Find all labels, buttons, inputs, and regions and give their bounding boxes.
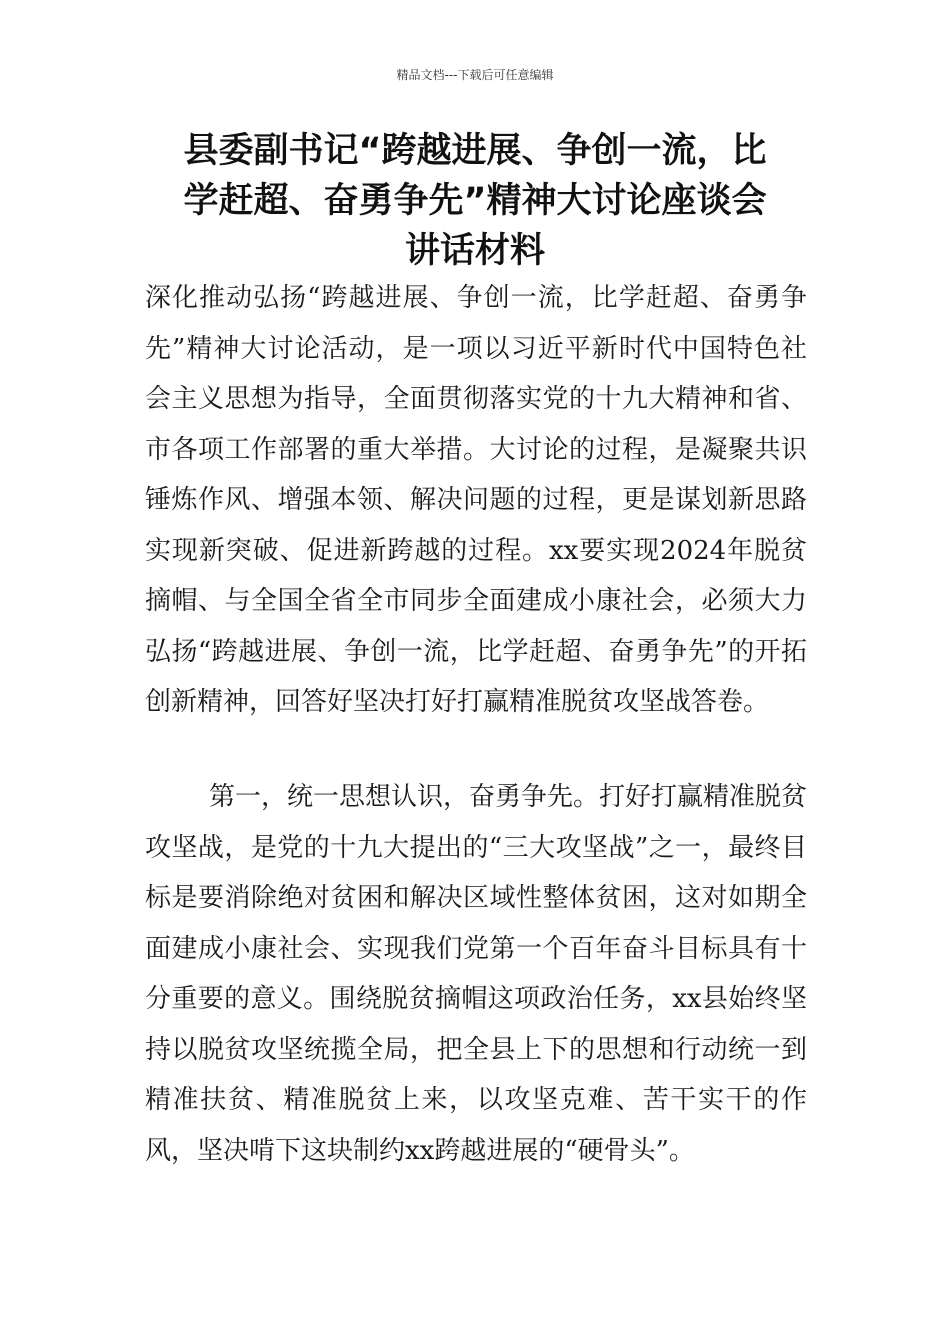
running-header: 精品文档---下载后可任意编辑 — [396, 68, 554, 82]
intro-paragraph: 深化推动弘扬“跨越进展、争创一流，比学赶超、奋勇争先”精神大讨论活动，是一项以习近平新时代中国特色社会主义思想为指导，全面贯彻落实党的十九大精神和省、市各项工作部署的重大举措。大讨论的过程，是凝聚共识锤炼作风、增强本领、解决问题的过程，更是谋划新思路实现新突破、促进新跨越的过程。xx要实现2024年脱贫摘帽、与全国全省全市同步全面建成小康社会，必须大力弘扬“跨越进展、争创一流，比学赶超、奋勇争先”的开拓创新精神，回答好坚决打好打赢精准脱贫攻坚战答卷。 — [145, 283, 807, 717]
document-title — [140, 126, 810, 276]
title-line-1: 县委副书记“跨越进展、争创一流，比 — [183, 131, 767, 171]
title-line-3: 讲话材料 — [404, 231, 545, 271]
section-one-paragraph: 第一，统一思想认识，奋勇争先。打好打赢精准脱贫攻坚战，是党的十九大提出的“三大攻坚战”之一，最终目标是要消除绝对贫困和解决区域性整体贫困，这对如期全面建成小康社会、实现我们党第一个百年奋斗目标具有十分重要的意义。围绕脱贫摘帽这项政治任务，xx县始终坚持以脱贫攻坚统揽全局，把全县上下的思想和行动统一到精准扶贫、精准脱贫上来，以攻坚克难、苦干实干的作风，坚决啃下这块制约xx跨越进展的“硬骨头”。 — [145, 782, 808, 1166]
title-line-2: 学赶超、奋勇争先”精神大讨论座谈会 — [183, 181, 767, 221]
